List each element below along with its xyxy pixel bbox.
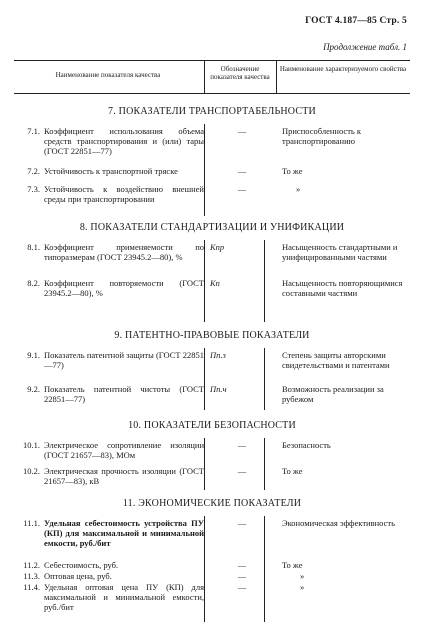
row-code: Пп.з: [210, 350, 226, 360]
column-divider: [276, 61, 277, 93]
row-name: Коэффициент повторяемости (ГОСТ 23945.2—80), %: [44, 278, 204, 298]
row-code: —: [237, 466, 247, 476]
row-property: »: [300, 582, 305, 592]
row-code: Kп: [210, 278, 220, 288]
row-code: —: [237, 166, 247, 176]
column-divider: [204, 61, 205, 93]
row-number: 11.1.: [23, 518, 40, 528]
row-name: Показатель патентной защиты (ГОСТ 22851—77): [44, 350, 204, 370]
row-code: —: [237, 184, 247, 194]
row-code: Пп.ч: [210, 384, 227, 394]
row-number: 7.1.: [27, 126, 40, 136]
section-title: 9. ПАТЕНТНО-ПРАВОВЫЕ ПОКАЗАТЕЛИ: [114, 330, 310, 341]
row-property: То же: [282, 166, 303, 176]
row-number: 7.3.: [27, 184, 40, 194]
row-name: Показатель патентной чистоты (ГОСТ 22851—77): [44, 384, 204, 404]
row-name: Коэффициент использования объема средств транспортирования и (или) тары (ГОСТ 22851—77): [44, 126, 204, 156]
column-rule: [204, 438, 205, 490]
row-code: —: [237, 440, 247, 450]
row-number: 11.3.: [23, 571, 40, 581]
row-name: Себестоимость, руб.: [44, 560, 119, 570]
column-rule: [204, 124, 205, 216]
column-rule: [204, 240, 205, 322]
row-code: —: [237, 582, 247, 592]
section-title: 8. ПОКАЗАТЕЛИ СТАНДАРТИЗАЦИИ И УНИФИКАЦИИ: [79, 222, 345, 233]
row-property: »: [296, 184, 301, 194]
row-number: 10.1.: [23, 440, 40, 450]
column-rule: [204, 348, 205, 410]
row-number: 7.2.: [27, 166, 40, 176]
column-header-code: Обозначение показателя качества: [210, 65, 270, 81]
table-continuation-label: Продолжение табл. 1: [323, 42, 407, 52]
row-number: 11.4.: [23, 582, 40, 592]
row-name: Удельная себестоимость устройства ПУ (КП) для максимальной и минимальной емкости, руб./бит: [44, 518, 204, 548]
row-property: »: [300, 571, 305, 581]
row-code: —: [237, 571, 247, 581]
column-header-name: Наименование показателя качества: [55, 71, 161, 79]
section-title: 10. ПОКАЗАТЕЛИ БЕЗОПАСНОСТИ: [128, 420, 296, 431]
row-code: —: [237, 518, 247, 528]
row-code: —: [237, 126, 247, 136]
row-property: То же: [282, 466, 303, 476]
row-property: Степень защиты авторскими свидетельствами и патентами: [282, 350, 390, 370]
row-number: 8.2.: [27, 278, 40, 288]
column-rule: [204, 516, 205, 622]
row-property: Насыщенность повторяющимися составными частями: [282, 278, 403, 298]
section-title: 7. ПОКАЗАТЕЛИ ТРАНСПОРТАБЕЛЬНОСТИ: [108, 106, 316, 117]
column-header-property: Наименование характеризуемого свойства: [279, 65, 407, 73]
row-property: Безопасность: [282, 440, 331, 450]
row-code: Kпр: [210, 242, 225, 252]
row-name: Устойчивость к воздействию внешней среды при транспортировании: [44, 184, 204, 204]
row-property: Экономическая эффективность: [282, 518, 395, 528]
row-number: 8.1.: [27, 242, 40, 252]
row-name: Оптовая цена, руб.: [44, 571, 112, 581]
row-property: Приспособленность к транспортированию: [282, 126, 362, 146]
row-number: 10.2.: [23, 466, 40, 476]
row-name: Коэффициент применяемости по типоразмерам (ГОСТ 23945.2—80), %: [44, 242, 204, 262]
row-name: Удельная оптовая цена ПУ (КП) для максимальной и минимальной емкости, руб./бит: [44, 582, 204, 612]
row-property: То же: [282, 560, 303, 570]
row-name: Устойчивость к транспортной тряске: [44, 166, 178, 176]
row-property: Возможность реализации за рубежом: [282, 384, 384, 404]
row-property: Насыщенность стандартными и унифицированными частями: [282, 242, 398, 262]
row-number: 9.1.: [27, 350, 40, 360]
row-name: Электрическое сопротивление изоляции (ГОСТ 21657—83), МОм: [44, 440, 204, 460]
row-code: —: [237, 560, 247, 570]
page-header: ГОСТ 4.187—85 Стр. 5: [305, 16, 407, 26]
section-title: 11. ЭКОНОМИЧЕСКИЕ ПОКАЗАТЕЛИ: [122, 498, 302, 509]
row-number: 11.2.: [23, 560, 40, 570]
row-name: Электрическая прочность изоляции (ГОСТ 21657—83), кВ: [44, 466, 204, 486]
table-header: [14, 60, 410, 94]
row-number: 9.2.: [27, 384, 40, 394]
